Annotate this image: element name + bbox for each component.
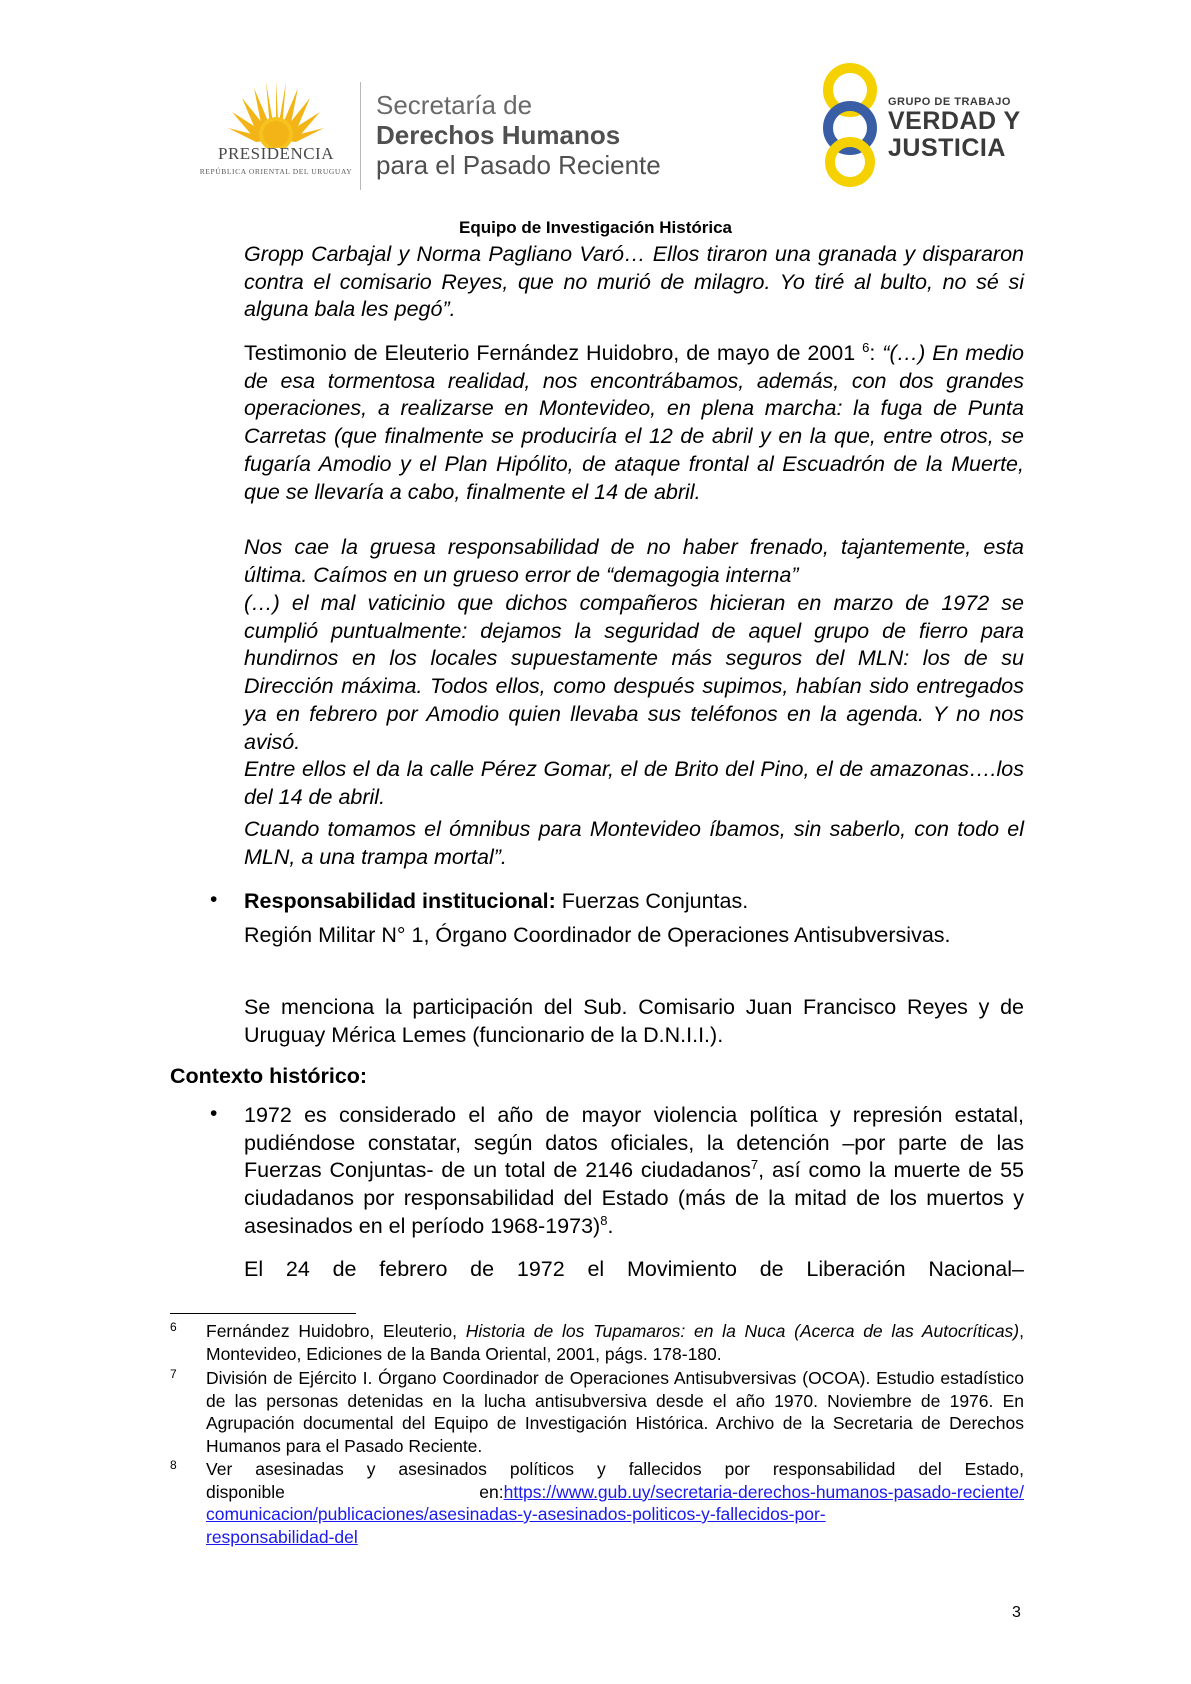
secretaria-line-2: Derechos Humanos xyxy=(376,120,621,150)
footnote-8 xyxy=(206,1458,1024,1548)
context-paragraph-2: El 24 de febrero de 1972 el Movimiento de Liberación Nacional– xyxy=(244,1257,1024,1281)
responsibility-line xyxy=(244,888,1024,916)
footnote-ref-7[interactable]: 7 xyxy=(750,1157,759,1173)
footnote-6 xyxy=(206,1320,1024,1365)
gtvj-small-label: GRUPO DE TRABAJO xyxy=(888,96,1011,108)
footnote-7: División de Ejército I. Órgano Coordinador de Operaciones Antisubversivas (OCOA). Estudio estadístico de las personas detenidas en la lucha antisubversiva desde el año 1970. Noviembre de 1976. En Agrupación documental del Equipo de Investigación Histórica. Archivo de la Secretaria de Derechos Humanos para el Pasado Reciente. xyxy=(206,1368,1024,1456)
footnote-ref-8[interactable]: 8 xyxy=(600,1212,608,1228)
presidencia-label: PRESIDENCIA xyxy=(217,144,334,163)
footnote-8-link-2[interactable]: comunicacion/publicaciones/asesinadas-y-asesinados-politicos-y-fallecidos-por- xyxy=(206,1504,826,1524)
context-paragraph-1 xyxy=(244,1102,1024,1241)
sun-icon xyxy=(226,78,326,148)
footnote-6-text-a: Fernández Huidobro, Eleuterio, xyxy=(206,1321,466,1341)
testimony-paragraph xyxy=(244,340,1024,506)
bullet-marker: • xyxy=(210,888,218,911)
quote-paragraph-5: Cuando tomamos el ómnibus para Montevideo íbamos, sin saberlo, con todo el MLN, a una trampa mortal”. xyxy=(244,817,1024,869)
quote-paragraph-4: Entre ellos el da la calle Pérez Gomar, el de Brito del Pino, el de amazonas….los del 14 de abril. xyxy=(244,757,1024,809)
footnote-rule xyxy=(170,1313,356,1314)
quote-paragraph-3: (…) el mal vaticinio que dichos compañeros hicieran en marzo de 1972 se cumplió puntualmente: dejamos la seguridad de aquel grupo de fierro para hundirnos en los locales supuestamente más seguros del MLN: los de su Dirección máxima. Todos ellos, como después supimos, habían sido entregados ya en febrero por Amodio quien llevaba sus teléfonos en la agenda. Y no nos avisó. xyxy=(244,591,1024,754)
footnote-8-en: en: xyxy=(479,1481,504,1502)
context-text-b: , así como la muerte de 55 ciudadanos por responsabilidad del Estado (más de la mitad de los muertos y asesinados en el período 1968-1973) xyxy=(244,1158,1024,1238)
region-paragraph: Región Militar N° 1, Órgano Coordinador de Operaciones Antisubversivas. xyxy=(244,923,951,947)
quote-paragraph-2: Nos cae la gruesa responsabilidad de no haber frenado, tajantemente, esta última. Caímos en un grueso error de “demagogia interna” xyxy=(244,535,1024,587)
page-number: 3 xyxy=(1012,1604,1021,1621)
team-title: Equipo de Investigación Histórica xyxy=(459,218,732,237)
secretaria-line-1: Secretaría de xyxy=(376,90,533,120)
footnote-8-available: disponible xyxy=(206,1481,285,1502)
context-text-c: . xyxy=(607,1213,614,1238)
context-text-a: 1972 es considerado el año de mayor violencia política y represión estatal, pudiéndose constatar, según datos oficiales, la detención –por parte de las Fuerzas Conjuntas- de un total de 2146 ciudadanos xyxy=(244,1103,1024,1183)
footnote-6-number: 6 xyxy=(170,1320,177,1334)
testimony-colon: : xyxy=(869,341,883,365)
responsibility-value: Fuerzas Conjuntas. xyxy=(555,889,749,913)
gtvj-line-2: JUSTICIA xyxy=(888,134,1006,162)
footnote-ref-6[interactable]: 6 xyxy=(862,340,870,355)
footnote-8-link-1[interactable]: https://www.gub.uy/secretaria-derechos-humanos-pasado-reciente/ xyxy=(503,1481,1024,1502)
context-heading: Contexto histórico: xyxy=(170,1064,368,1088)
secretaria-line-3: para el Pasado Reciente xyxy=(376,150,661,180)
quote-continuation: Gropp Carbajal y Norma Pagliano Varó… Ellos tiraron una granada y dispararon contra el comisario Reyes, que no murió de milagro. Yo tiré al bulto, no sé si alguna bala les pegó”. xyxy=(244,242,1024,322)
republica-label: REPÚBLICA ORIENTAL DEL URUGUAY xyxy=(199,167,353,176)
footnote-8-line-1: Ver asesinadas y asesinados políticos y fallecidos por responsabilidad del Estado, xyxy=(206,1459,1024,1479)
footnote-8-line-2 xyxy=(206,1481,1024,1504)
footnote-8-link-3[interactable]: responsabilidad-del xyxy=(206,1526,358,1547)
footnote-6-title: Historia de los Tupamaros: en la Nuca (Acerca de las Autocríticas) xyxy=(465,1321,1020,1341)
testimony-quote: “(…) En medio de esa tormentosa realidad, nos encontrábamos, además, con dos grandes operaciones, a realizarse en Montevideo, en plena marcha: la fuga de Punta Carretas (que finalmente se produciría el 12 de abril y en la que, entre otros, se fugaría Amodio y el Plan Hipólito, de ataque frontal al Escuadrón de la Muerte, que se llevaría a cabo, finalmente el 14 de abril. xyxy=(244,341,1024,504)
bullet-marker-2: • xyxy=(210,1102,218,1125)
presidencia-logo xyxy=(196,78,356,188)
testimony-lead: Testimonio de Eleuterio Fernández Huidobro, de mayo de 2001 xyxy=(244,341,863,365)
footnote-8-link-line-1 xyxy=(479,1481,1024,1504)
responsibility-label: Responsabilidad institucional: xyxy=(244,889,556,913)
gtvj-line-1: VERDAD Y xyxy=(888,107,1021,135)
gtvj-logo-text xyxy=(888,96,1021,162)
header-divider xyxy=(360,82,361,190)
footnote-6-text-b: , Montevideo, Ediciones de la Banda Oriental, 2001, págs. 178-180. xyxy=(206,1321,1025,1364)
footnote-7-number: 7 xyxy=(170,1367,177,1381)
footnote-8-number: 8 xyxy=(170,1458,177,1472)
secretaria-logo-text xyxy=(376,90,661,180)
mention-paragraph: Se menciona la participación del Sub. Comisario Juan Francisco Reyes y de Uruguay Mérica Lemes (funcionario de la D.N.I.I.). xyxy=(244,995,1024,1047)
